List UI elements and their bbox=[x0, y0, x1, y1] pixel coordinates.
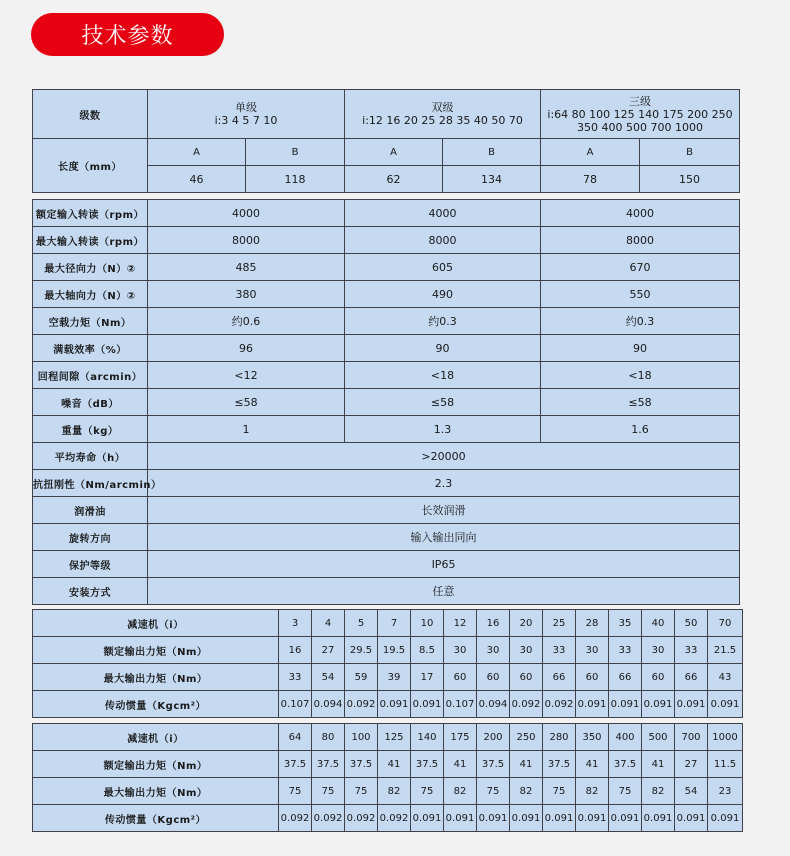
ratio-label: 额定输出力矩（Nm） bbox=[33, 637, 279, 664]
spec-label: 空载力矩（Nm） bbox=[33, 308, 148, 335]
spec-row bbox=[33, 389, 740, 416]
ratio-value: 0.091 bbox=[411, 805, 444, 832]
ratio-value: 0.091 bbox=[609, 805, 642, 832]
spec-value: 605 bbox=[345, 254, 541, 281]
ratio-value: 30 bbox=[576, 637, 609, 664]
spec-value: 670 bbox=[541, 254, 740, 281]
ratio-label: 最大输出力矩（Nm） bbox=[33, 778, 279, 805]
ratio-value: 280 bbox=[543, 724, 576, 751]
spec-row bbox=[33, 200, 740, 227]
stage-ratios: i:64 80 100 125 140 175 200 250 bbox=[547, 107, 733, 121]
ratio-value: 0.092 bbox=[312, 805, 345, 832]
ratio-value: 28 bbox=[576, 610, 609, 637]
spec-value: ≤58 bbox=[345, 389, 541, 416]
spec-label: 噪音（dB） bbox=[33, 389, 148, 416]
ratio-row bbox=[33, 691, 743, 718]
spec-value: 96 bbox=[148, 335, 345, 362]
ratio-label: 减速机（i） bbox=[33, 724, 279, 751]
ratio-value: 75 bbox=[312, 778, 345, 805]
ratio-value: 33 bbox=[675, 637, 708, 664]
ratio-value: 700 bbox=[675, 724, 708, 751]
spec-value: 1 bbox=[148, 416, 345, 443]
ratio-value: 0.091 bbox=[576, 691, 609, 718]
ratio-value: 43 bbox=[708, 664, 743, 691]
length-b-value: 118 bbox=[246, 166, 345, 193]
spec-value: 8000 bbox=[345, 227, 541, 254]
ratio-value: 66 bbox=[675, 664, 708, 691]
ratio-value: 0.091 bbox=[642, 805, 675, 832]
ratio-label: 额定输出力矩（Nm） bbox=[33, 751, 279, 778]
ratio-value: 8.5 bbox=[411, 637, 444, 664]
ratio-value: 75 bbox=[477, 778, 510, 805]
ratio-value: 11.5 bbox=[708, 751, 743, 778]
ratio-row bbox=[33, 724, 743, 751]
ratio-value: 3 bbox=[279, 610, 312, 637]
ratio-value: 82 bbox=[444, 778, 477, 805]
ratio-value: 41 bbox=[378, 751, 411, 778]
ratio-value: 23 bbox=[708, 778, 743, 805]
ratio-value: 0.107 bbox=[279, 691, 312, 718]
spec-value: 长效润滑 bbox=[148, 497, 740, 524]
ratio-value: 5 bbox=[345, 610, 378, 637]
ratio-value: 80 bbox=[312, 724, 345, 751]
ratio-row bbox=[33, 778, 743, 805]
spec-row bbox=[33, 281, 740, 308]
ratio-value: 0.091 bbox=[378, 691, 411, 718]
length-a-value: 46 bbox=[148, 166, 246, 193]
stage-label: 级数 bbox=[33, 90, 148, 139]
spec-label: 满载效率（%） bbox=[33, 335, 148, 362]
ratio-value: 0.091 bbox=[444, 805, 477, 832]
ratio-value: 37.5 bbox=[411, 751, 444, 778]
ratio-value: 54 bbox=[675, 778, 708, 805]
spec-value: 任意 bbox=[148, 578, 740, 605]
spec-label: 旋转方向 bbox=[33, 524, 148, 551]
ratio-value: 60 bbox=[444, 664, 477, 691]
spec-table bbox=[32, 199, 740, 605]
spec-row bbox=[33, 362, 740, 389]
spec-label: 最大径向力（N）② bbox=[33, 254, 148, 281]
ratio-value: 75 bbox=[609, 778, 642, 805]
ratio-table-2 bbox=[32, 723, 743, 832]
section-title: 技术参数 bbox=[31, 13, 224, 56]
ratio-value: 0.092 bbox=[543, 691, 576, 718]
spec-label: 平均寿命（h） bbox=[33, 443, 148, 470]
ratio-value: 37.5 bbox=[345, 751, 378, 778]
ratio-value: 59 bbox=[345, 664, 378, 691]
spec-row bbox=[33, 551, 740, 578]
spec-label: 保护等级 bbox=[33, 551, 148, 578]
ratio-value: 0.091 bbox=[510, 805, 543, 832]
stage-ratios-continued: 350 400 500 700 1000 bbox=[577, 120, 703, 134]
length-b-label: B bbox=[443, 139, 541, 166]
spec-value: 90 bbox=[541, 335, 740, 362]
ratio-row bbox=[33, 805, 743, 832]
spec-value: 约0.6 bbox=[148, 308, 345, 335]
ratio-value: 82 bbox=[378, 778, 411, 805]
ratio-value: 0.092 bbox=[378, 805, 411, 832]
ratio-value: 0.091 bbox=[642, 691, 675, 718]
stage-ratios: i:3 4 5 7 10 bbox=[214, 114, 278, 127]
ratio-value: 75 bbox=[279, 778, 312, 805]
ratio-value: 0.091 bbox=[411, 691, 444, 718]
stage-ratios: i:12 16 20 25 28 35 40 50 70 bbox=[362, 114, 523, 127]
ratio-value: 0.091 bbox=[576, 805, 609, 832]
spec-row bbox=[33, 497, 740, 524]
ratio-row bbox=[33, 751, 743, 778]
ratio-value: 400 bbox=[609, 724, 642, 751]
spec-value: 4000 bbox=[148, 200, 345, 227]
ratio-value: 25 bbox=[543, 610, 576, 637]
spec-label: 安装方式 bbox=[33, 578, 148, 605]
spec-row bbox=[33, 470, 740, 497]
ratio-value: 29.5 bbox=[345, 637, 378, 664]
ratio-value: 37.5 bbox=[543, 751, 576, 778]
ratio-value: 30 bbox=[444, 637, 477, 664]
spec-label: 重量（kg） bbox=[33, 416, 148, 443]
spec-value: 1.6 bbox=[541, 416, 740, 443]
ratio-value: 20 bbox=[510, 610, 543, 637]
ratio-value: 0.094 bbox=[312, 691, 345, 718]
spec-value: <18 bbox=[345, 362, 541, 389]
spec-label: 抗扭刚性（Nm/arcmin） bbox=[33, 470, 148, 497]
ratio-row bbox=[33, 637, 743, 664]
spec-value: 输入输出同向 bbox=[148, 524, 740, 551]
spec-value: 4000 bbox=[345, 200, 541, 227]
ratio-value: 41 bbox=[444, 751, 477, 778]
ratio-value: 4 bbox=[312, 610, 345, 637]
spec-value: 约0.3 bbox=[345, 308, 541, 335]
spec-value: 8000 bbox=[541, 227, 740, 254]
ratio-row bbox=[33, 610, 743, 637]
spec-row bbox=[33, 254, 740, 281]
spec-value: >20000 bbox=[148, 443, 740, 470]
ratio-label: 减速机（i） bbox=[33, 610, 279, 637]
spec-row bbox=[33, 416, 740, 443]
length-a-value: 62 bbox=[345, 166, 443, 193]
length-a-label: A bbox=[541, 139, 640, 166]
spec-row bbox=[33, 524, 740, 551]
ratio-value: 19.5 bbox=[378, 637, 411, 664]
ratio-value: 125 bbox=[378, 724, 411, 751]
ratio-value: 0.091 bbox=[675, 691, 708, 718]
ratio-value: 60 bbox=[576, 664, 609, 691]
spec-value: 485 bbox=[148, 254, 345, 281]
length-label: 长度（mm） bbox=[33, 139, 148, 193]
ratio-value: 0.107 bbox=[444, 691, 477, 718]
stage-length-table bbox=[32, 89, 740, 193]
stage-cell bbox=[345, 90, 541, 139]
ratio-value: 0.091 bbox=[477, 805, 510, 832]
spec-value: 490 bbox=[345, 281, 541, 308]
ratio-value: 16 bbox=[477, 610, 510, 637]
ratio-value: 66 bbox=[609, 664, 642, 691]
ratio-value: 35 bbox=[609, 610, 642, 637]
ratio-value: 0.091 bbox=[609, 691, 642, 718]
length-a-label: A bbox=[345, 139, 443, 166]
ratio-value: 82 bbox=[576, 778, 609, 805]
ratio-value: 33 bbox=[279, 664, 312, 691]
spec-value: 380 bbox=[148, 281, 345, 308]
ratio-value: 50 bbox=[675, 610, 708, 637]
stage-cell bbox=[541, 90, 740, 139]
spec-label: 润滑油 bbox=[33, 497, 148, 524]
spec-label: 回程间隙（arcmin） bbox=[33, 362, 148, 389]
ratio-value: 41 bbox=[576, 751, 609, 778]
ratio-value: 0.092 bbox=[345, 805, 378, 832]
ratio-value: 37.5 bbox=[312, 751, 345, 778]
spec-value: <12 bbox=[148, 362, 345, 389]
ratio-value: 12 bbox=[444, 610, 477, 637]
ratio-row bbox=[33, 664, 743, 691]
ratio-value: 7 bbox=[378, 610, 411, 637]
spec-value: <18 bbox=[541, 362, 740, 389]
stage-cell bbox=[148, 90, 345, 139]
ratio-value: 16 bbox=[279, 637, 312, 664]
spec-row bbox=[33, 578, 740, 605]
length-a-label: A bbox=[148, 139, 246, 166]
ratio-value: 64 bbox=[279, 724, 312, 751]
length-b-value: 150 bbox=[640, 166, 740, 193]
ratio-value: 0.092 bbox=[345, 691, 378, 718]
ratio-value: 140 bbox=[411, 724, 444, 751]
ratio-value: 75 bbox=[411, 778, 444, 805]
ratio-table-1 bbox=[32, 609, 743, 718]
spec-row bbox=[33, 335, 740, 362]
ratio-value: 0.091 bbox=[708, 691, 743, 718]
ratio-value: 37.5 bbox=[477, 751, 510, 778]
ratio-value: 41 bbox=[642, 751, 675, 778]
spec-value: ≤58 bbox=[541, 389, 740, 416]
ratio-label: 传动惯量（Kgcm²） bbox=[33, 805, 279, 832]
ratio-value: 350 bbox=[576, 724, 609, 751]
ratio-value: 33 bbox=[609, 637, 642, 664]
ratio-value: 500 bbox=[642, 724, 675, 751]
ratio-value: 82 bbox=[642, 778, 675, 805]
ratio-value: 27 bbox=[312, 637, 345, 664]
ratio-value: 60 bbox=[477, 664, 510, 691]
ratio-label: 最大输出力矩（Nm） bbox=[33, 664, 279, 691]
ratio-label: 传动惯量（Kgcm²） bbox=[33, 691, 279, 718]
ratio-value: 60 bbox=[642, 664, 675, 691]
ratio-value: 70 bbox=[708, 610, 743, 637]
spec-label: 额定输入转读（rpm） bbox=[33, 200, 148, 227]
spec-value: 4000 bbox=[541, 200, 740, 227]
ratio-value: 82 bbox=[510, 778, 543, 805]
ratio-value: 30 bbox=[510, 637, 543, 664]
ratio-value: 10 bbox=[411, 610, 444, 637]
spec-value: 1.3 bbox=[345, 416, 541, 443]
length-b-label: B bbox=[640, 139, 740, 166]
spec-value: 约0.3 bbox=[541, 308, 740, 335]
ratio-value: 0.091 bbox=[675, 805, 708, 832]
ratio-value: 37.5 bbox=[609, 751, 642, 778]
ratio-value: 37.5 bbox=[279, 751, 312, 778]
length-a-value: 78 bbox=[541, 166, 640, 193]
ratio-value: 33 bbox=[543, 637, 576, 664]
spec-label: 最大输入转读（rpm） bbox=[33, 227, 148, 254]
ratio-value: 250 bbox=[510, 724, 543, 751]
ratio-value: 40 bbox=[642, 610, 675, 637]
ratio-value: 175 bbox=[444, 724, 477, 751]
ratio-value: 0.094 bbox=[477, 691, 510, 718]
ratio-value: 21.5 bbox=[708, 637, 743, 664]
spec-value: 8000 bbox=[148, 227, 345, 254]
ratio-value: 0.092 bbox=[279, 805, 312, 832]
ratio-value: 30 bbox=[642, 637, 675, 664]
spec-label: 最大轴向力（N）② bbox=[33, 281, 148, 308]
length-b-label: B bbox=[246, 139, 345, 166]
spec-value: 550 bbox=[541, 281, 740, 308]
length-b-value: 134 bbox=[443, 166, 541, 193]
ratio-value: 41 bbox=[510, 751, 543, 778]
ratio-value: 30 bbox=[477, 637, 510, 664]
ratio-value: 17 bbox=[411, 664, 444, 691]
ratio-value: 27 bbox=[675, 751, 708, 778]
spec-value: 90 bbox=[345, 335, 541, 362]
ratio-value: 75 bbox=[543, 778, 576, 805]
stage-name: 三级 bbox=[629, 94, 651, 108]
stage-name: 双级 bbox=[431, 101, 454, 114]
ratio-value: 54 bbox=[312, 664, 345, 691]
spec-value: ≤58 bbox=[148, 389, 345, 416]
ratio-value: 39 bbox=[378, 664, 411, 691]
spec-row bbox=[33, 308, 740, 335]
spec-value: 2.3 bbox=[148, 470, 740, 497]
spec-row bbox=[33, 227, 740, 254]
ratio-value: 100 bbox=[345, 724, 378, 751]
stage-name: 单级 bbox=[235, 101, 257, 114]
ratio-value: 0.091 bbox=[708, 805, 743, 832]
spec-row bbox=[33, 443, 740, 470]
ratio-value: 0.092 bbox=[510, 691, 543, 718]
ratio-value: 75 bbox=[345, 778, 378, 805]
ratio-value: 0.091 bbox=[543, 805, 576, 832]
ratio-value: 60 bbox=[510, 664, 543, 691]
ratio-value: 1000 bbox=[708, 724, 743, 751]
ratio-value: 66 bbox=[543, 664, 576, 691]
ratio-value: 200 bbox=[477, 724, 510, 751]
spec-value: IP65 bbox=[148, 551, 740, 578]
